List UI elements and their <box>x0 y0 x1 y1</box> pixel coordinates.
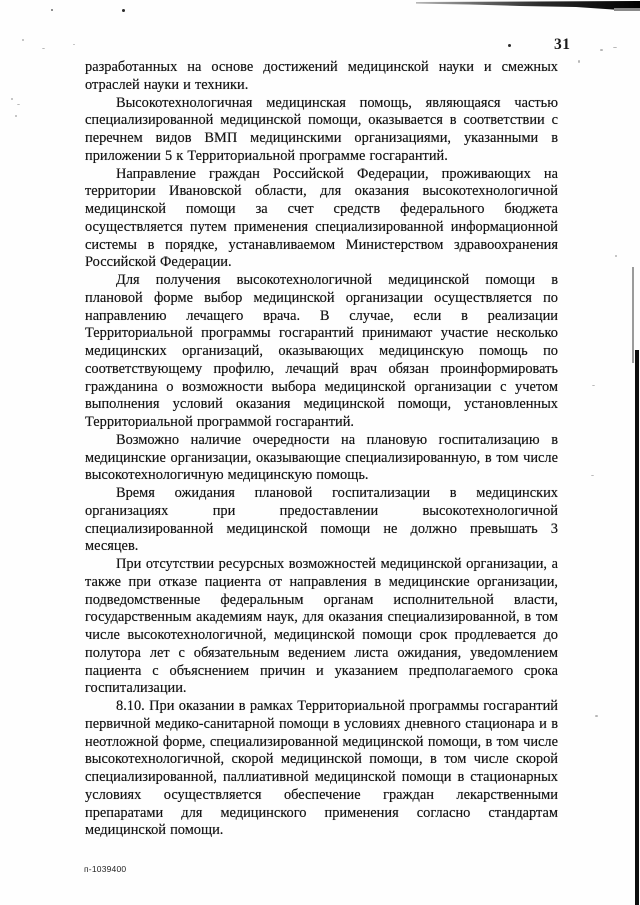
scan-speck <box>595 715 598 717</box>
scan-speck <box>22 39 24 41</box>
body-text <box>85 59 558 840</box>
paragraph-6: Время ожидания плановой госпитализации в медицинских организациях при предоставлении высокотехнологичной специализированной медицинской помощи не должно превышать 3 месяцев. <box>85 485 558 555</box>
paragraph-4: Для получения высокотехнологичной медицинской помощи в плановой форме выбор медицинской организации осуществляется по направлению лечащего врача. В случае, если в реализации Территориальной программы госгарантий принимают участие несколько медицинских организаций, оказывающих медицинскую помощь по соответствующему профилю, лечащий врач обязан проинформировать гражданина о возможности выбора медицинской организации с учетом выполнения условий оказания медицинской помощи, установленных Территориальной программой госгарантий. <box>85 272 558 430</box>
scan-speck <box>615 255 617 257</box>
scan-speck <box>613 47 617 48</box>
right-edge-artifact-black <box>635 350 639 905</box>
scan-speck <box>591 475 594 476</box>
top-edge-scan-artifact <box>416 0 640 12</box>
paragraph-2: Высокотехнологичная медицинская помощь, являющаяся частью специализированной медицинской помощи, оказывается в соответствии с перечнем видов ВМП медицинскими организациями, указанными в приложении 5 к Территориальной программе госгарантий. <box>85 94 558 164</box>
scan-speck <box>592 385 595 386</box>
paragraph-1: разработанных на основе достижений медицинской науки и смежных отраслей науки и техники. <box>85 59 558 93</box>
scan-speck <box>73 44 75 45</box>
paragraph-8: 8.10. При оказании в рамках Территориальной программы госгарантий первичной медико-санитарной помощи в условиях дневного стационара и в неотложной форме, специализированной медицинской помощи, в том числе высокотехнологичной, скорой медицинской помощи, в том числе скорой специализированной, паллиативной медицинской помощи в стационарных условиях осуществляется обеспечение граждан лекарственными препаратами для медицинского применения согласно стандартам медицинской помощи. <box>85 698 558 839</box>
scan-speck <box>17 104 20 105</box>
scan-speck <box>122 9 125 12</box>
scan-speck <box>51 9 53 11</box>
paragraph-7: При отсутствии ресурсных возможностей медицинской организации, а также при отказе пациента от направления в медицинские организации, подведомственные федеральным органам исполнительной власти, государственным академиям наук, для оказания специализированной, в том числе высокотехнологичной, медицинской помощи срок продлевается до полутора лет с обязательным ведением листа ожидания, уведомлением пациента с объяснением причин и указанием предполагаемого срока госпитализации. <box>85 556 558 697</box>
scan-speck <box>508 44 511 47</box>
scan-speck <box>578 60 580 63</box>
scan-speck <box>15 115 17 117</box>
paragraph-5: Возможно наличие очередности на плановую госпитализацию в медицинские организации, оказывающие специализированную, в том числе высокотехнологичную медицинскую помощь. <box>85 431 558 484</box>
top-edge-artifact-shape <box>416 1 640 13</box>
scan-speck <box>600 49 603 51</box>
footer-code: п-1039400 <box>84 864 127 874</box>
paragraph-3: Направление граждан Российской Федерации, проживающих на территории Ивановской области, для оказания высокотехнологичной медицинской помощи за счет средств федерального бюджета осуществляется путем применения специализированной информационной системы в порядке, устанавливаемом Министерством здравоохранения Российской Федерации. <box>85 165 558 271</box>
right-edge-artifact-gray <box>632 267 634 363</box>
page-number: 31 <box>554 36 571 53</box>
scan-speck <box>42 48 45 49</box>
scan-speck <box>11 98 13 100</box>
